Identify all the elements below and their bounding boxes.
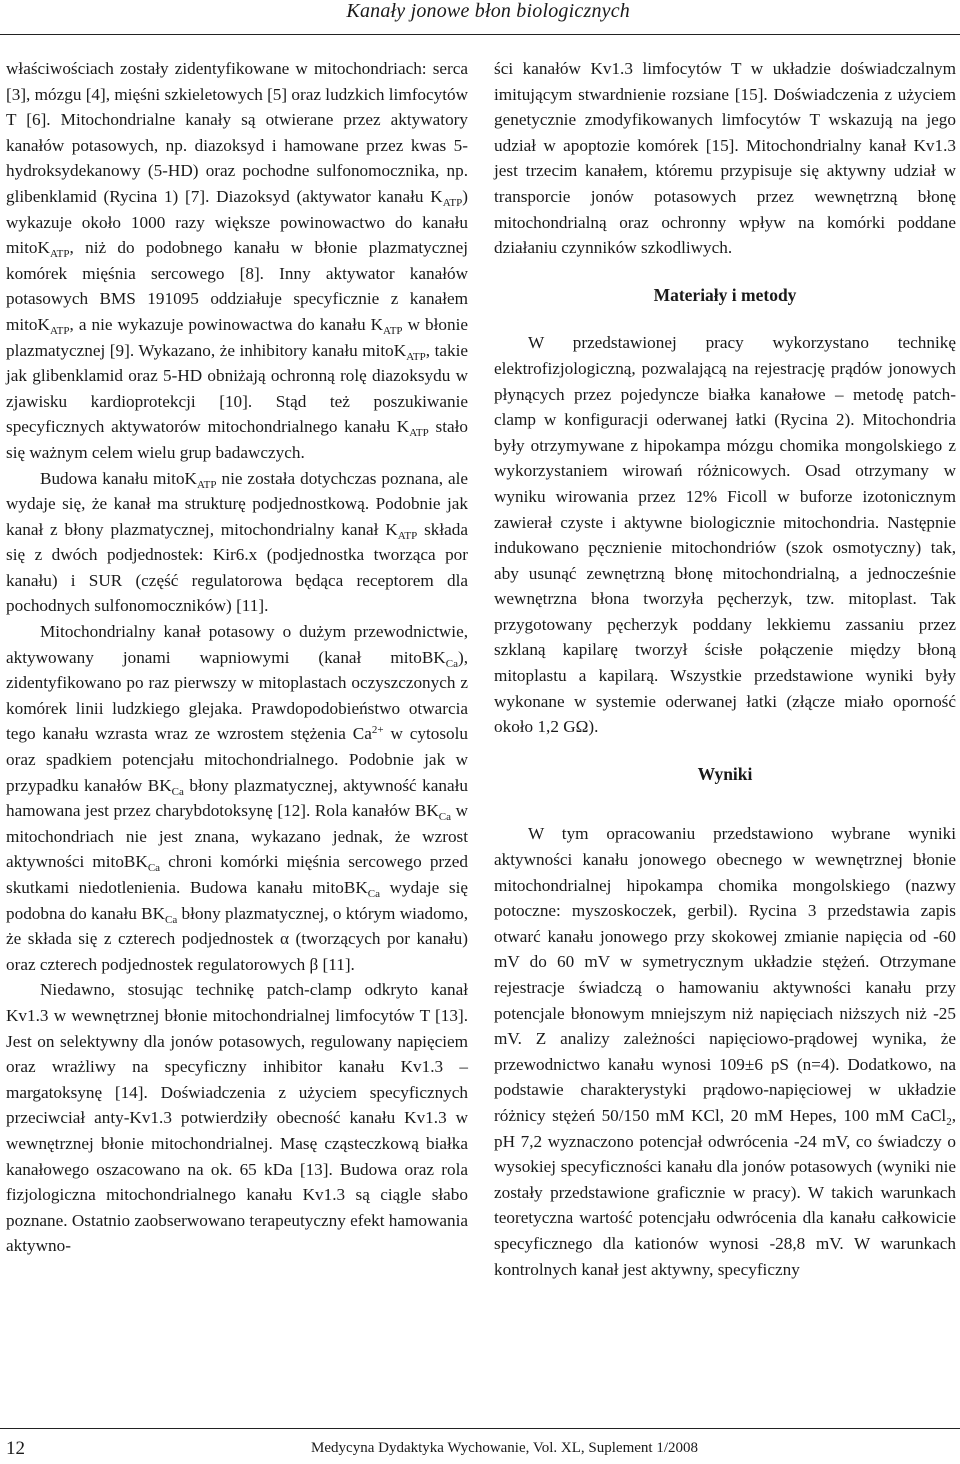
paragraph-results: W tym opracowaniu przedstawiono wybrane wyniki aktywności kanału jonowego obecnego w wewnętrznej błonie mitochondrialnej hipokampa chomika mongolskiego (nazwy potoczne: myszoskoczek, gerbil). Rycina 3 przedstawia zapis otwarć kanału jonowego przy skokowej zmianie napięcia od -60 mV do 60 mV w symetrycznym układzie stężeń. Otrzymane rejestracje świadczą o hamowaniu aktywności kanału przy potencjale błonowym mniejszym niż napięciach niższych niż -25 mV. Z analizy zależności napięciowo-prądowej wynika, że przewodnictwo kanału wynosi 109±6 pS (n=4). Dodatkowo, na podstawie charakterystyki prądowo-napięciowej w układzie różnicy stężeń 50/150 mM KCl, 20 mM Hepes, 100 mM CaCl$_2$, pH 7,2 wyznaczono potencjał odwrócenia -24 mV, co świadczy o wysokiej specyficzności kanału dla jonów potasowych (wyniki nie zostały przedstawione graficznie w pracy). W takich warunkach teoretyczna wartość potencjału odwrócenia dla kanału całkowicie specyficznego dla kationów wynosi -28,8 mV. W warunkach kontrolnych kanał jest aktywny, specyficzny (494, 824, 956, 1279)
paragraph-methods: W przedstawionej pracy wykorzystano technikę elektrofizjologiczną, pozwalającą na rejestrację prądów jonowych płynących przez pojedyncze białka kanałowe – metodę patch-clamp w konfiguracji oderwanej łatki (Rycina 2). Mitochondria były otrzymywane z hipokampa mózgu chomika mongolskiego z wykorzystaniem wirowań różnicowych. Osad otrzymany w wyniku wirowania przez 12% Ficoll w buforze izotonicznym zawierał czyste i aktywne biologicznie mitochondria. Następnie indukowano pęcznienie mitochondriów (szok osmotyczny) tak, aby usunąć zewnętrzną błonę mitochondrialną, a jednocześnie wewnętrzna błona tworzyła pęcherzyk, tzw. mitoplast. Tak przygotowany pęcherzyk poddany lekkiemu zassaniu przez szklaną kapilarę tworzył ścisłe połączenie między błoną mitoplastu a kapilarą. Wszystkie przedstawione wyniki były wykonane w systemie oderwanej łatki (złącze miało oporność około 1,2 GΩ). (494, 333, 956, 737)
paragraph-mitobkca: Mitochondrialny kanał potasowy o dużym przewodnictwie, aktywowany jonami wapniowymi (kanał mitoBK$_{Ca}$), zidentyfikowano po raz pierwszy w mitoplastach oczyszczonych z komórek linii ludzkiego glejaka. Prawdopodobieństwo otwarcia tego kanału wzrasta wraz ze wzrostem stężenia $Ca^{2+}$ w cytosolu oraz spadkiem potencjału mitochondrialnego. Podobnie jak w przypadku kanałów $BK_{Ca}$ błony plazmatycznej, aktywność kanału hamowana jest przez charybdotoksynę [12]. Rola kanałów $BK_{Ca}$ w mitochondriach nie jest znana, wykazano jednak, że wzrost aktywności mitoBK$_{Ca}$ chroni komórki mięśnia sercowego przed skutkami niedotlenienia. Budowa kanału mitoBK$_{Ca}$ wydaje się podobna do kanału $BK_{Ca}$ błony plazmatycznej, o którym wiadomo, że składa się z czterech podjednostek α (tworzących por kanału) oraz czterech podjednostek regulatorowych β [11]. (6, 622, 469, 974)
running-header (0, 0, 960, 40)
running-title: Kanały jonowe błon biologicznych (346, 0, 630, 22)
page-footer (0, 1428, 960, 1464)
left-column (6, 56, 468, 1259)
paragraph-kv13: Niedawno, stosując technikę patch-clamp odkryto kanał Kv1.3 w wewnętrznej błonie mitochondrialnej limfocytów T [13]. Jest on selektywny dla jonów potasowych, regulowany napięciem oraz wrażliwy na specyficzny inhibitor kanału Kv1.3 – margatoksynę [14]. Doświadczenia z użyciem specyficznych przeciwciał anty-Kv1.3 potwierdziły obecność kanału Kv1.3 w wewnętrznej błonie mitochondrialnej. Masę cząsteczkową białka kanałowego oszacowano na ok. 65 kDa [13]. Budowa oraz rola fizjologiczna mitochondrialnego kanału Kv1.3 są ciągle słabo poznane. Ostatnio zaobserwowano terapeutyczny efekt hamowania aktywno- (6, 980, 468, 1256)
right-column (494, 56, 956, 1282)
footer-rule (0, 1428, 960, 1429)
paragraph-kv13-continued: ści kanałów Kv1.3 limfocytów T w układzie doświadczalnym imitującym stwardnienie rozsiane [15]. Doświadczenia z użyciem genetycznie zmodyfikowanych limfocytów T wskazują na jego udział w apoptozie komórek [15]. Mitochondrialny kanał Kv1.3 jest trzecim kanałem, któremu przypisuje się aktywny udział w transporcie jonów potasowych przez wewnętrzną błonę mitochondrialną oraz ochronny wpływ na komórki poddane działaniu czynników szkodliwych. (494, 59, 956, 258)
journal-citation: Medycyna Dydaktyka Wychowanie, Vol. XL, Suplement 1/2008 (311, 1440, 698, 1456)
page-number: 12 (6, 1438, 25, 1459)
paragraph-katp-activators: właściwościach zostały zidentyfikowane w mitochondriach: serca [3], mózgu [4], mięśni szkieletowych [5] oraz ludzkich limfocytów T [6]. Mitochondrialne kanały są otwierane przez aktywatory kanałów potasowych, np. diazoksyd i hamowane przez kwas 5-hydroksydekanowy (5-HD) oraz pochodne sulfonomocznika, np. glibenklamid (Rycina 1) [7]. Diazoksyd (aktywator kanału $K_{ATP}$) wykazuje około 1000 razy większe powinowactwo do kanału mitoK$_{ATP}$, niż do podobnego kanału w błonie plazmatycznej komórek mięśnia sercowego [8]. Inny aktywator kanałów potasowych BMS 191095 oddziałuje specyficznie z kanałem mitoK$_{ATP}$, a nie wykazuje powinowactwa do kanału $K_{ATP}$ w błonie plazmatycznej [9]. Wykazano, że inhibitory kanału mitoK$_{ATP}$, takie jak glibenklamid oraz 5-HD obniżają ochronną rolę diazoksydu w zjawisku kardioprotekcji [10]. Stąd też poszukiwanie specyficznych aktywatorów mitochondrialnego kanału $K_{ATP}$ stało się ważnym celem wielu grup badawczych. (6, 59, 469, 462)
header-rule (0, 34, 960, 35)
paragraph-katp-structure: Budowa kanału mitoK$_{ATP}$ nie została dotychczas poznana, ale wydaje się, że kanał ma strukturę podjednostkową. Podobnie jak kanał z błony plazmatycznej, mitochondrialny kanał $K_{ATP}$ składa się z dwóch podjednostek: Kir6.x (podjednostka tworząca por kanału) i SUR (część regulatorowa będąca receptorem dla pochodnych sulfonomoczników) [11]. (6, 468, 468, 616)
section-heading-results: Wyniki (697, 763, 753, 784)
section-heading-methods: Materiały i metody (653, 284, 797, 305)
